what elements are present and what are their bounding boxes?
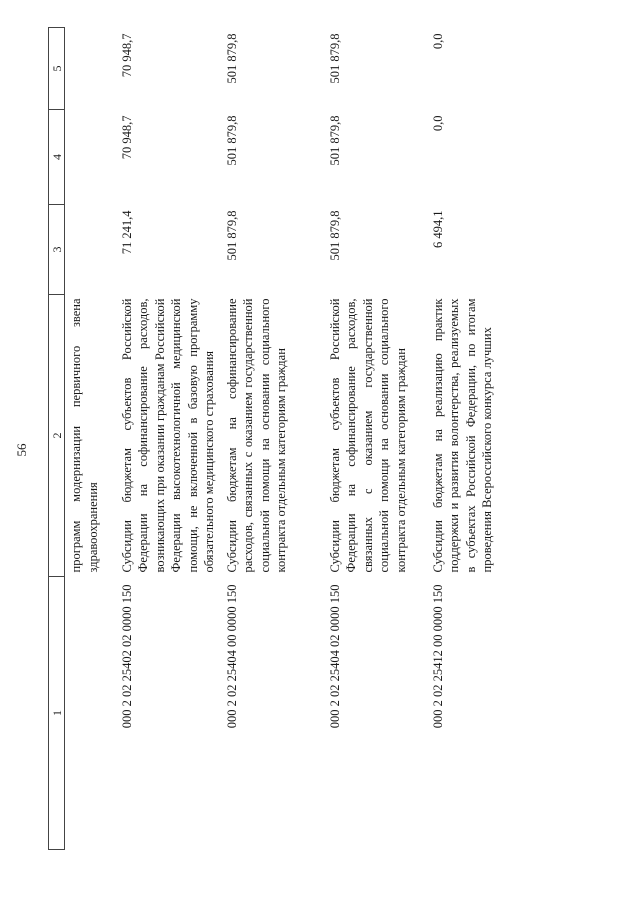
value-col4: 0,0 — [430, 115, 445, 132]
value-col3: 6 494,1 — [430, 210, 445, 248]
value-col3: 71 241,4 — [119, 210, 134, 255]
table-header-row — [49, 28, 65, 850]
description-cell: Субсидии бюджетам на реализацию практик поддержки и развития волонтерства, реализуемых в субъектах Российской Федерации, по итогам проведения Всероссийского конкурса лучших — [430, 298, 494, 573]
column-header-3: 3 — [49, 205, 65, 295]
table-row — [116, 28, 221, 850]
code-cell — [65, 577, 116, 850]
column-header-2: 2 — [49, 295, 65, 577]
value-col4: 501 879,8 — [327, 115, 342, 166]
column-header-5: 5 — [49, 28, 65, 110]
table-row — [221, 28, 324, 850]
table-row — [427, 28, 530, 850]
code-cell: 000 2 02 25412 00 0000 150 — [430, 584, 445, 729]
continuation-row — [65, 28, 116, 850]
continuation-text: программ модернизации первичного звена здравоохранения — [69, 298, 100, 573]
value-col4: 70 948,7 — [119, 115, 134, 160]
value-col3: 501 879,8 — [224, 210, 239, 261]
description-cell: Субсидии бюджетам субъектов Российской Федерации на софинансирование расходов, связанных с оказанием государственной социальной помощи на основании социального контракта отдельным категориям граждан — [327, 298, 408, 573]
value-col3: 501 879,8 — [327, 210, 342, 261]
code-cell: 000 2 02 25402 02 0000 150 — [119, 584, 134, 729]
column-header-4: 4 — [49, 110, 65, 205]
budget-table — [48, 27, 530, 850]
value-col5: 70 948,7 — [119, 33, 134, 78]
value-col5: 501 879,8 — [224, 33, 239, 84]
table-row — [324, 28, 427, 850]
code-cell: 000 2 02 25404 02 0000 150 — [327, 584, 342, 729]
value-col4: 501 879,8 — [224, 115, 239, 166]
description-cell: Субсидии бюджетам на софинансирование расходов, связанных с оказанием государственной социальной помощи на основании социального контракта отдельным категориям граждан — [224, 298, 288, 573]
code-cell: 000 2 02 25404 00 0000 150 — [224, 584, 239, 729]
column-header-1: 1 — [49, 577, 65, 850]
page-number: 56 — [14, 443, 29, 457]
value-col5: 0,0 — [430, 33, 445, 50]
description-cell: Субсидии бюджетам субъектов Российской Федерации на софинансирование расходов, возникающих при оказании гражданам Российской Федерации высокотехнологичной медицинской помощи, не включенной в базовую программу обязательного медицинского страхования — [119, 298, 216, 573]
value-col5: 501 879,8 — [327, 33, 342, 84]
